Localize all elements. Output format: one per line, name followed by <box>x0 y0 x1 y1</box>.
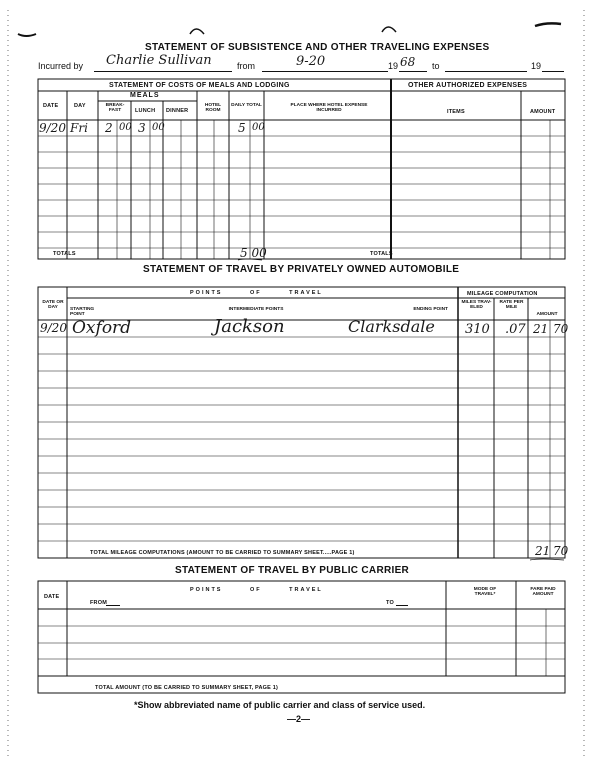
incurred-by-line <box>94 71 232 72</box>
auto-total-cents[interactable]: 70 <box>553 544 569 558</box>
meals-totals-label: TOTALS <box>53 251 76 257</box>
auto-row1-amount-dollars[interactable]: 21 <box>533 322 549 336</box>
to-date-field[interactable] <box>445 71 527 72</box>
auto-row1-amount-cents[interactable]: 70 <box>553 322 569 336</box>
auto-row1-date[interactable]: 9/20 <box>40 321 67 335</box>
auto-row1-miles[interactable]: 310 <box>465 322 490 337</box>
col-daily-total: DAILY TOTAL <box>231 103 262 108</box>
meal-row1-breakfast-cents[interactable]: 00 <box>119 122 132 133</box>
other-totals-label: TOTALS <box>370 251 393 257</box>
meal-row1-date[interactable]: 9/20 <box>39 121 66 135</box>
carrier-section-title: STATEMENT OF TRAVEL BY PUBLIC CARRIER <box>175 565 410 576</box>
auto-total-label: TOTAL MILEAGE COMPUTATIONS (AMOUNT TO BE CARRIED TO SUMMARY SHEET.....PAGE 1) <box>90 550 355 556</box>
carrier-col-mode: MODE OF TRAVEL* <box>473 587 497 597</box>
col-day: DAY <box>74 103 86 109</box>
from-line <box>262 71 388 72</box>
col-dinner: DINNER <box>166 108 189 114</box>
page-number: —2— <box>287 714 311 724</box>
year-line <box>399 71 427 72</box>
carrier-col-fare: FARE PAID AMOUNT <box>530 587 556 597</box>
auto-row1-intermediate[interactable]: Jackson <box>214 316 285 337</box>
auto-total-dollars[interactable]: 21 <box>535 544 551 558</box>
meal-row1-day[interactable]: Fri <box>70 121 88 135</box>
carrier-to-line <box>396 605 408 606</box>
meals-group-header: MEALS <box>130 92 160 99</box>
auto-col-rate: RATE PER MILE <box>499 300 524 310</box>
auto-col-date: DATE OR DAY <box>42 300 64 310</box>
carrier-points-group: POINTS OF TRAVEL <box>190 587 323 593</box>
meal-row1-breakfast-dollars[interactable]: 2 <box>105 121 113 135</box>
col-amount: AMOUNT <box>530 109 556 115</box>
other-expenses-title: OTHER AUTHORIZED EXPENSES <box>408 82 528 89</box>
carrier-col-date: DATE <box>44 594 60 600</box>
auto-section-title: STATEMENT OF TRAVEL BY PRIVATELY OWNED AUTOMOBILE <box>143 264 460 275</box>
carrier-total-label: TOTAL AMOUNT (TO BE CARRIED TO SUMMARY SHEET, PAGE 1) <box>95 685 279 691</box>
auto-row1-rate[interactable]: .07 <box>505 322 526 337</box>
col-breakfast: BREAK-FAST <box>105 103 125 113</box>
meal-row1-daily-dollars[interactable]: 5 <box>238 121 246 135</box>
auto-col-starting: STARTING POINT <box>70 307 95 317</box>
year-field[interactable]: 68 <box>400 55 416 69</box>
from-label: from <box>237 61 255 71</box>
from-date-field[interactable]: 9-20 <box>296 54 326 69</box>
auto-row1-ending[interactable]: Clarksdale <box>348 317 435 336</box>
meal-row1-lunch-cents[interactable]: 00 <box>152 122 165 133</box>
auto-row1-starting[interactable]: Oxford <box>72 318 132 338</box>
meal-row1-daily-cents[interactable]: 00 <box>252 122 265 133</box>
incurred-by-label: Incurred by <box>38 61 84 71</box>
auto-col-amount: AMOUNT <box>536 312 558 317</box>
carrier-from-label: FROM <box>90 600 107 606</box>
meals-total-daily[interactable]: 5 00 <box>240 246 267 260</box>
incurred-by-field[interactable]: Charlie Sullivan <box>106 53 212 68</box>
form-title: STATEMENT OF SUBSISTENCE AND OTHER TRAVELING EXPENSES <box>145 42 490 53</box>
year-prefix: 19 <box>388 61 399 71</box>
meal-row1-lunch-dollars[interactable]: 3 <box>138 121 146 135</box>
auto-points-group: POINTS OF TRAVEL <box>190 290 323 296</box>
mileage-group-header: MILEAGE COMPUTATION <box>467 291 538 297</box>
binding-mark-left <box>18 34 36 36</box>
year2-field[interactable] <box>542 71 564 72</box>
col-hotel-room: HOTEL ROOM <box>204 103 222 113</box>
auto-col-intermediate: INTERMEDIATE POINTS <box>228 307 284 312</box>
carrier-to-label: TO <box>386 600 394 606</box>
col-lunch: LUNCH <box>135 108 156 114</box>
footer-note: *Show abbreviated name of public carrier and class of service used. <box>134 700 426 710</box>
auto-col-miles: MILES TRAV-ELED <box>461 300 492 310</box>
carrier-from-line <box>106 605 120 606</box>
auto-col-ending: ENDING POINT <box>413 307 448 312</box>
col-place: PLACE WHERE HOTEL EXPENSE INCURRED <box>290 103 368 113</box>
col-items: ITEMS <box>447 109 465 115</box>
year2-prefix: 19 <box>531 61 542 71</box>
col-date: DATE <box>43 103 59 109</box>
binding-mark-right <box>535 23 561 26</box>
to-label: to <box>432 61 440 71</box>
meals-section-title: STATEMENT OF COSTS OF MEALS AND LODGING <box>109 82 290 89</box>
